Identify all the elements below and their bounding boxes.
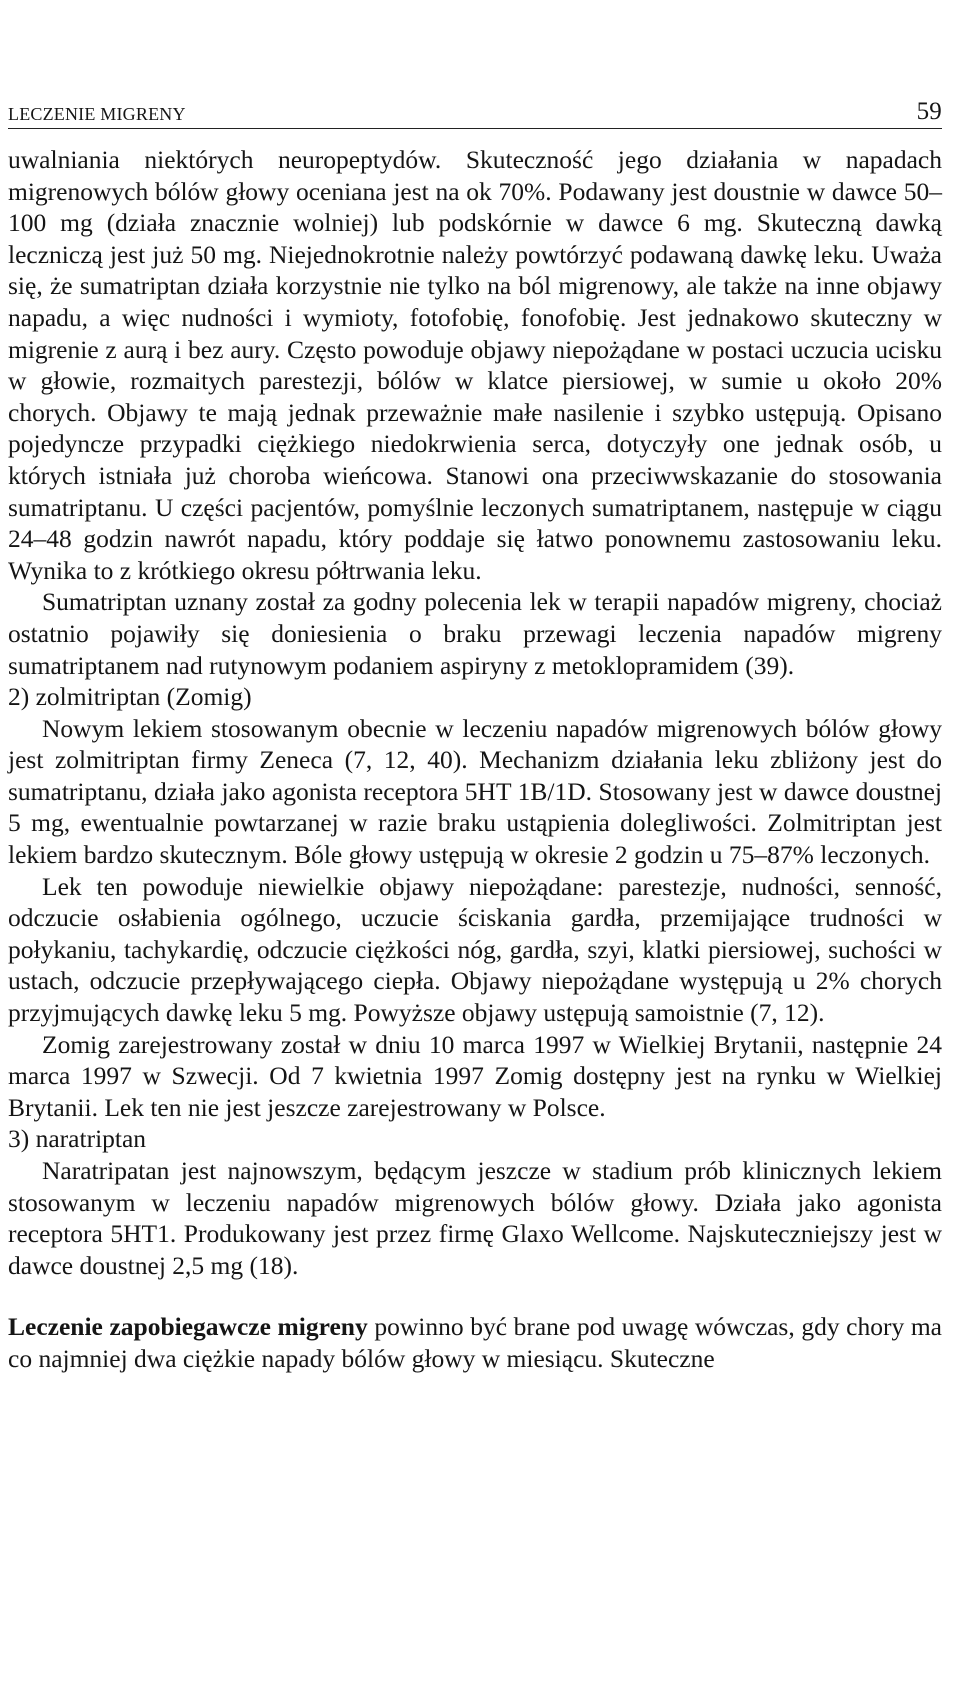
bold-lead-text: Leczenie zapobiegawcze migreny <box>8 1312 368 1342</box>
document-page <box>8 0 942 1685</box>
paragraph-7 <box>8 1311 942 1374</box>
body-text <box>8 144 942 1375</box>
paragraph-7-text: powinno być brane pod uwagę wówczas, gdy chory ma co najmniej dwa ciężkie napady bólów głowy w miesiącu. Skuteczne <box>8 1312 942 1373</box>
paragraph-5: Zomig zarejestrowany został w dniu 10 marca 1997 w Wielkiej Brytanii, następnie 24 marca 1997 w Szwecji. Od 7 kwietnia 1997 Zomig dostępny jest na rynku w Wielkiej Brytanii. Lek ten nie jest jeszcze zarejestrowany w Polsce. <box>8 1029 942 1122</box>
paragraph-3: Nowym lekiem stosowanym obecnie w leczeniu napadów migrenowych bólów głowy jest zolmitriptan firmy Zeneca (7, 12, 40). Mechanizm działania leku zbliżony jest do sumatriptanu, działa jako agonista receptora 5HT 1B/1D. Stosowany jest w dawce doustnej 5 mg, ewentualnie powtarzanej w razie braku ustąpienia dolegliwości. Zolmitriptan jest lekiem bardzo skutecznym. Bóle głowy ustępują w okresie 2 godzin u 75–87% leczonych. <box>8 713 942 870</box>
section-heading-zolmitriptan: 2) zolmitriptan (Zomig) <box>8 682 252 712</box>
paragraph-1: uwalniania niektórych neuropeptydów. Skuteczność jego działania w napadach migrenowych bólów głowy oceniana jest na ok 70%. Podawany jest doustnie w dawce 50–100 mg (działa znacznie wolniej) lub podskórnie w dawce 6 mg. Skuteczną dawką leczniczą jest już 50 mg. Niejednokrotnie należy powtórzyć podawaną dawkę leku. Uważa się, że sumatriptan działa korzystnie nie tylko na ból migrenowy, ale także na inne objawy napadu, a więc nudności i wymioty, fotofobię, fonofobię. Jest jednakowo skuteczny w migrenie z aurą i bez aury. Często powoduje objawy niepożądane w postaci uczucia ucisku w głowie, rozmaitych parestezji, bólów w klatce piersiowej, w sumie u około 20% chorych. Objawy te mają jednak przeważnie małe nasilenie i szybko ustępują. Opisano pojedyncze przypadki ciężkiego niedokrwienia serca, dotyczyły one jednak osób, u których istniała już choroba wieńcowa. Stanowi ona przeciwwskazanie do stosowania sumatriptanu. U części pacjentów, pomyślnie leczonych sumatriptanem, następuje w ciągu 24–48 godzin nawrót napadu, który poddaje się łatwo ponownemu zastosowaniu leku. Wynika to z krótkiego okresu półtrwania leku. <box>8 145 942 585</box>
paragraph-6: Naratripatan jest najnowszym, będącym jeszcze w stadium prób klinicznych lekiem stosowanym w leczeniu napadów migrenowych bólów głowy. Działa jako agonista receptora 5HT1. Produkowany jest przez firmę Glaxo Wellcome. Najskuteczniejszy jest w dawce doustnej 2,5 mg (18). <box>8 1156 942 1280</box>
paragraph-4: Lek ten powoduje niewielkie objawy niepożądane: parestezje, nudności, senność, odczucie osłabienia ogólnego, uczucie ściskania gardła, przemijające trudności w połykaniu, tachykardię, odczucie ciężkości nóg, gardła, szyi, klatki piersiowej, suchości w ustach, odczucie przepływającego ciepła. Objawy niepożądane występują u 2% chorych przyjmujących dawkę leku 5 mg. Powyższe objawy ustępują samoistnie (7, 12). <box>8 871 942 1028</box>
page-number: 59 <box>916 98 942 125</box>
chapter-title: LECZENIE MIGRENY <box>8 104 186 124</box>
section-heading-naratriptan: 3) naratriptan <box>8 1124 147 1154</box>
header-rule <box>8 128 942 129</box>
running-header <box>8 100 942 130</box>
paragraph-2: Sumatriptan uznany został za godny polecenia lek w terapii napadów migreny, chociaż ostatnio pojawiły się doniesienia o braku przewagi leczenia napadów migreny sumatriptanem nad rutynowym podaniem aspiryny z metoklopramidem (39). <box>8 587 942 680</box>
